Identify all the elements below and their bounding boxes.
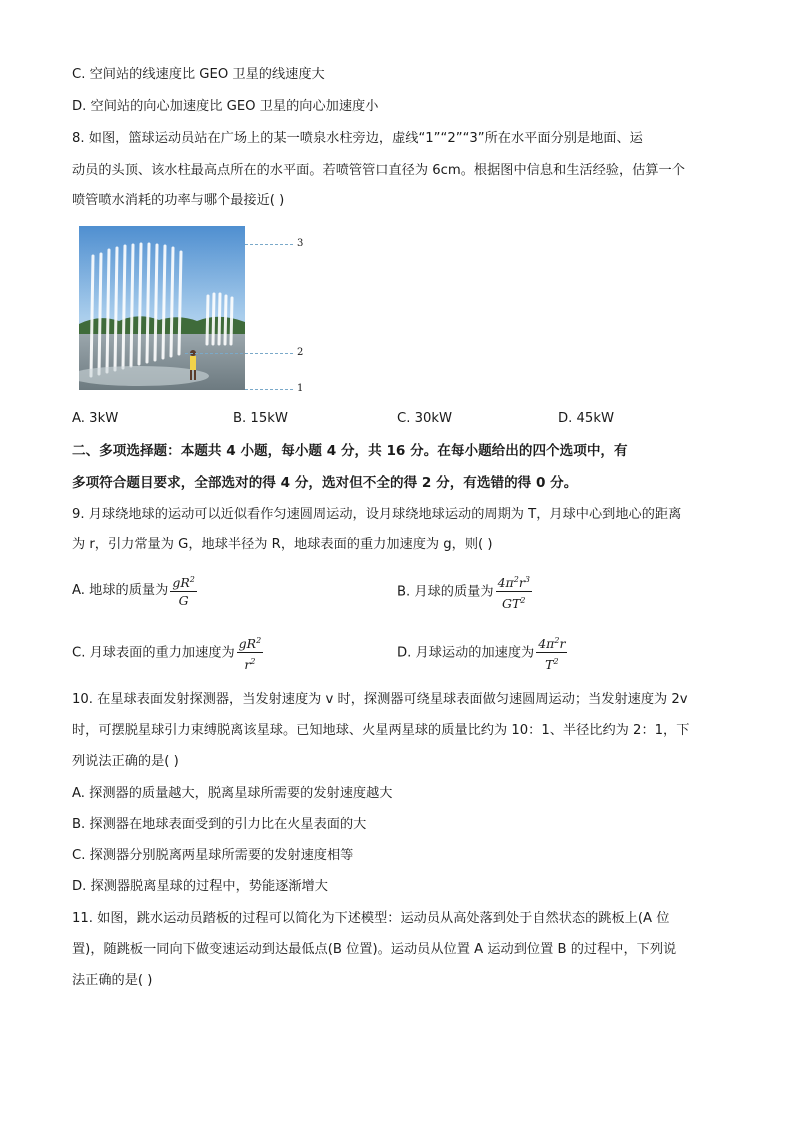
dashed-line-1 — [245, 389, 293, 390]
formula-gR2-over-r2: $\frac{gR^2}{r^2}$ — [237, 633, 264, 672]
section-2-heading-1: 二、多项选择题：本题共 4 小题，每小题 4 分，共 16 分。在每小题给出的四个选项中，有 — [72, 443, 628, 459]
q7-option-d: D. 空间站的向心加速度比 GEO 卫星的向心加速度小 — [72, 99, 379, 114]
q11-stem-line-3: 法正确的是( ) — [72, 973, 153, 988]
fountain-photo — [79, 226, 245, 390]
q8-option-b: B. 15kW — [233, 411, 288, 426]
q10-stem-line-1: 10. 在星球表面发射探测器，当发射速度为 v 时，探测器可绕星球表面做匀速圆周运动；当发射速度为 2v — [72, 692, 688, 707]
dashed-line-3 — [245, 244, 293, 245]
q11-stem-line-2: 置)，随跳板一同向下做变速运动到达最低点(B 位置)。运动员从位置 A 运动到位置 B 的过程中，下列说 — [72, 942, 677, 957]
q11-stem-line-1: 11. 如图，跳水运动员踏板的过程可以简化为下述模型：运动员从高处落到处于自然状态的跳板上(A 位 — [72, 911, 670, 926]
q8-option-a: A. 3kW — [72, 411, 119, 426]
q9-stem-line-2: 为 r，引力常量为 G，地球半径为 R，地球表面的重力加速度为 g，则( ) — [72, 537, 493, 552]
q8-stem-line-3: 喷管喷水消耗的功率与哪个最接近( ) — [72, 193, 285, 208]
q9-stem-line-1: 9. 月球绕地球的运动可以近似看作匀速圆周运动，设月球绕地球运动的周期为 T，月球中心到地心的距离 — [72, 507, 682, 522]
q10-option-c: C. 探测器分别脱离两星球所需要的发射速度相等 — [72, 848, 354, 863]
dashed-line-2 — [185, 353, 293, 354]
mark-1: 1 — [297, 383, 304, 394]
q8-stem-line-2: 动员的头顶、该水柱最高点所在的水平面。若喷管管口直径为 6cm。根据图中信息和生活经验，估算一个 — [72, 163, 685, 178]
q10-option-d: D. 探测器脱离星球的过程中，势能逐渐增大 — [72, 879, 328, 894]
q7-option-c: C. 空间站的线速度比 GEO 卫星的线速度大 — [72, 67, 325, 82]
formula-4pi2r-over-T2: $\frac{4\pi^2r}{T^2}$ — [536, 633, 567, 672]
mark-2: 2 — [297, 347, 304, 358]
formula-4pi2r3-over-GT2: $\frac{4\pi^2r^3}{GT^2}$ — [496, 572, 532, 611]
q8-option-c: C. 30kW — [397, 411, 453, 426]
q10-option-b: B. 探测器在地球表面受到的引力比在火星表面的大 — [72, 817, 367, 832]
q10-stem-line-2: 时，可摆脱星球引力束缚脱离该星球。已知地球、火星两星球的质量比约为 10：1、半径比约为 2：1，下 — [72, 723, 690, 738]
q9-option-a: A. 地球的质量为 $\frac{gR^2}{G}$ — [72, 572, 197, 608]
mark-3: 3 — [297, 238, 304, 249]
q9-option-d: D. 月球运动的加速度为 $\frac{4\pi^2r}{T^2}$ — [397, 633, 567, 672]
q9-option-b: B. 月球的质量为 $\frac{4\pi^2r^3}{GT^2}$ — [397, 572, 532, 611]
section-2-heading-2: 多项符合题目要求，全部选对的得 4 分，选对但不全的得 2 分，有选错的得 0 分。 — [72, 475, 578, 491]
q8-option-d: D. 45kW — [558, 411, 614, 426]
q9-option-c: C. 月球表面的重力加速度为 $\frac{gR^2}{r^2}$ — [72, 633, 263, 672]
q10-option-a: A. 探测器的质量越大，脱离星球所需要的发射速度越大 — [72, 786, 393, 801]
formula-gR2-over-G: $\frac{gR^2}{G}$ — [170, 572, 197, 608]
q10-stem-line-3: 列说法正确的是( ) — [72, 754, 179, 769]
q8-stem-line-1: 8. 如图，篮球运动员站在广场上的某一喷泉水柱旁边，虚线“1”“2”“3”所在水平面分别是地面、运 — [72, 131, 643, 146]
